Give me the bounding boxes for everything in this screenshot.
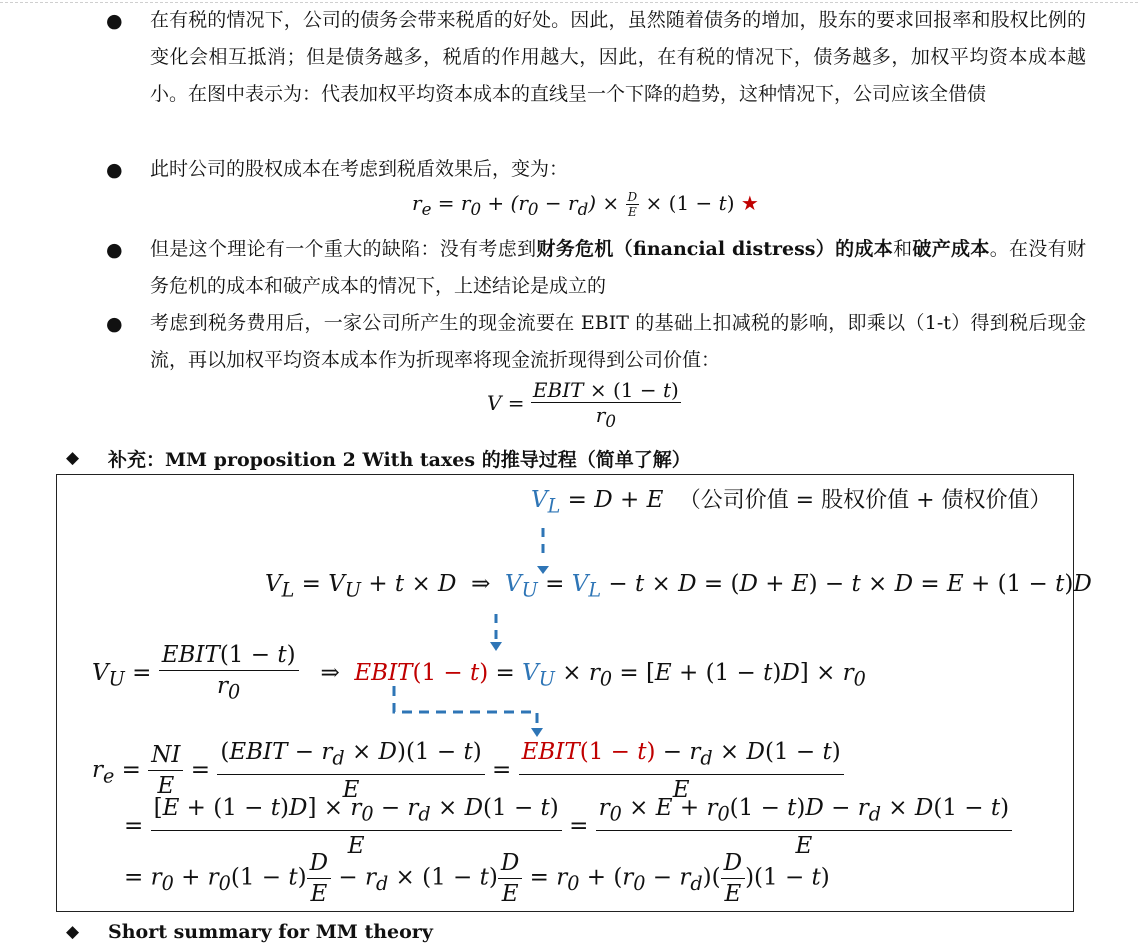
section-heading-summary: Short summary for MM theory	[108, 921, 433, 943]
bullet-dot: ●	[106, 313, 123, 335]
flaw-text-bankruptcy: 破产成本	[912, 238, 990, 260]
diamond-bullet-icon: ◆	[66, 922, 80, 942]
equation-firm-value: V = $\frac{\text{EBIT × (1 − t)}}{r_0}$	[487, 378, 679, 431]
arrow-head-3	[531, 728, 543, 737]
star-icon: ★	[740, 191, 759, 215]
flaw-text-a: 但是这个理论有一个重大的缺陷：没有考虑到	[150, 238, 537, 260]
paragraph-tax-shield: 在有税的情况下，公司的债务会带来税盾的好处。因此，虽然随着债务的增加，股东的要求回报率和股权比例的变化会相互抵消；但是债务越多，税盾的作用越大，因此，在有税的情况下，债务越多，加权平均资本成本越小。在图中表示为：代表加权平均资本成本的直线呈一个下降的趋势，这种情况下，公司应该全借债	[150, 9, 1086, 105]
box-eq-unlevered-value: $V_U$ = $\frac{\text{EBIT(1 − t)}}{r_0}$ ⇒ EBIT(1 − $t) = V_U \times r_0 = [E + (1 - t)D] \times r_0$	[92, 642, 866, 704]
box-eq-re-step1: $r_e$ = $\frac{NI}{E}$ = $\frac{(EBIT - r_d \times D)(1 - t)}{E}$ = $\frac{EBIT(1 - t) - r_d \times D(1 - t)}{E}$	[92, 737, 844, 805]
bullet-dot: ●	[106, 159, 123, 181]
box-eq-note: （公司价值 = 股权价值 + 债权价值）	[678, 488, 1052, 513]
box-eq-re-step2: = $\frac{[E + (1 - t)D] \times r_0 - r_d \times D(1 - t)}{E}$ = $\frac{r_0 \times E + r_0(1 - t)D - r_d \times D(1 - t)}{E}$	[124, 793, 1012, 861]
section-heading-derivation: 补充：MM proposition 2 With taxes 的推导过程（简单了解）	[108, 449, 691, 471]
flaw-text-and: 和	[893, 238, 913, 260]
box-eq-firm-value: $V_L = D + E$ （公司价值 = 股权价值 + 债权价值）	[531, 487, 1052, 518]
diamond-bullet-icon: ◆	[66, 448, 80, 468]
flaw-text-distress: 财务危机（financial distress）的成本	[536, 238, 894, 260]
paragraph-equity-cost-intro: 此时公司的股权成本在考虑到税盾效果后，变为：	[150, 158, 569, 180]
paragraph-cash-flow: 考虑到税务费用后，一家公司所产生的现金流要在 EBIT 的基础上扣减税的影响，即乘以（1-t）得到税后现金流，再以加权平均资本成本作为折现率将现金流折现得到公司价值：	[150, 312, 1086, 371]
box-eq-re-step3: = $r_0 + r_0(1 - t)$ $\frac{D}{E}$ − $r_d \times (1 - t)$ $\frac{D}{E}$ = $r_0 + (r_0 - r_d)$( $\frac{D}{E}$ )(1 − t)	[124, 850, 830, 907]
bullet-dot: ●	[106, 239, 123, 261]
bullet-dot: ●	[106, 10, 123, 32]
box-eq-levered-value: $V_L = V_U + t \times D$ ⇒ $V_U = V_L - t \times D = (D + E) - t \times D = E + (1 - t)D$	[265, 571, 1092, 602]
equation-cost-of-equity: $r_e = r_0 + (r_0 - r_d)$ × $\frac{D}{E}$ × (1 − t) ★	[412, 190, 759, 219]
flaw-text-e: 。在没有财务危机的成本和破产成本的情况下，上述结论是成立的	[150, 238, 1086, 297]
